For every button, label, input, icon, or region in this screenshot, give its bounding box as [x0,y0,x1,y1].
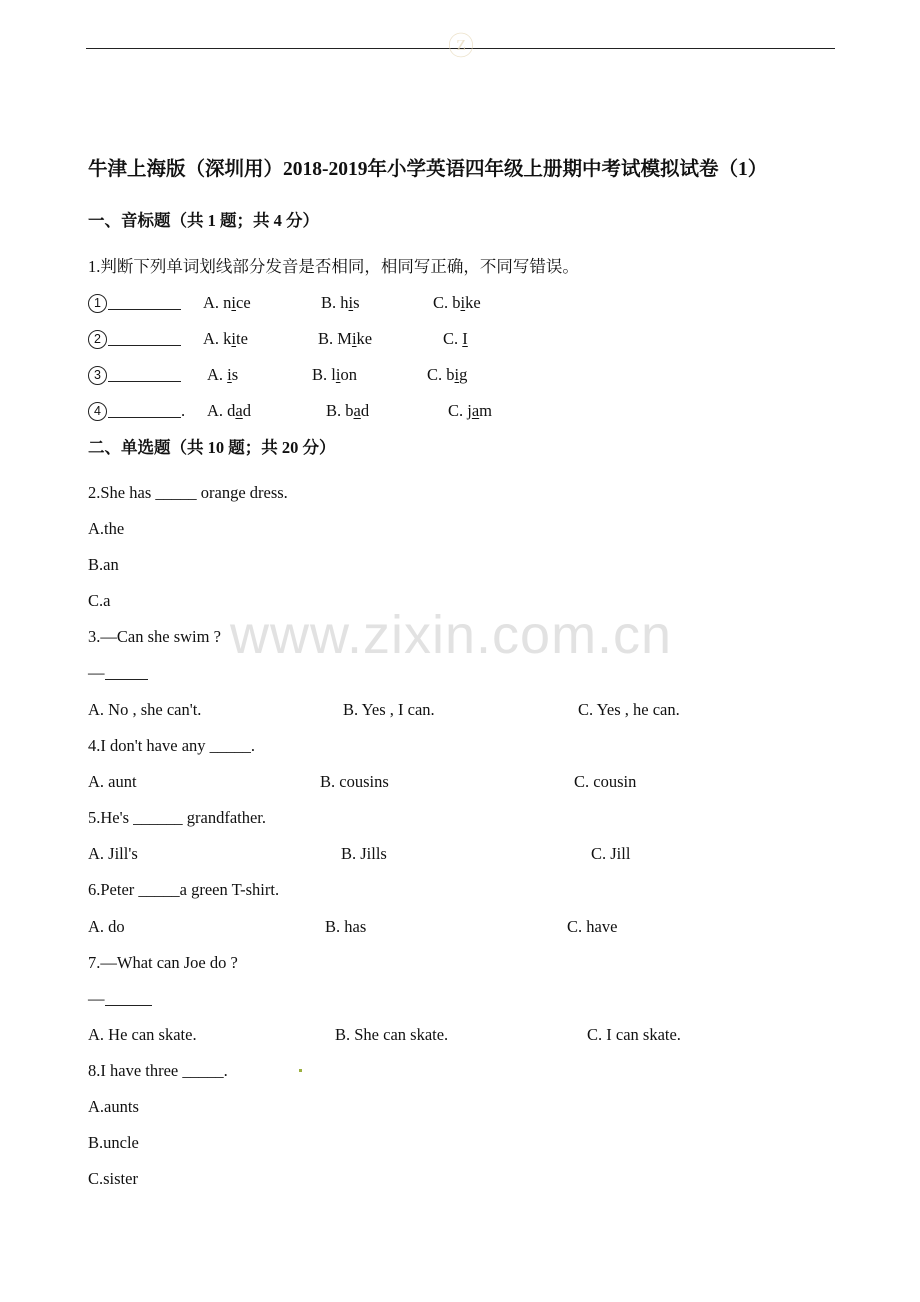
q2-option-b: B.an [88,555,119,574]
q2-text: 2.She has _____ orange dress. [88,483,288,502]
q1-row-3-option-c: C. big [427,365,468,384]
circled-number-4: 4 [88,402,107,421]
q6-option-b: B. has [325,917,367,936]
q7-option-b: B. She can skate. [335,1025,449,1044]
q8-option-b: B.uncle [88,1133,139,1152]
q1-row-1-option-b: B. his [321,293,360,312]
q1-row-3-option-a: A. is [207,365,239,384]
q1-row-4-option-c: C. jam [448,401,493,420]
answer-blank [105,990,152,1006]
q7-answer: — [88,987,152,1011]
q1-row-2-answer [88,327,181,351]
q1-row-1-option-a: A. nice [203,293,251,312]
q1-row-4-answer: 4 . [88,399,185,423]
q1-row-4-option-b: B. bad [326,401,370,420]
q8-text: 8.I have three _____. [88,1061,228,1080]
q5-text: 5.He's ______ grandfather. [88,808,267,827]
q6-text: 6.Peter _____a green T-shirt. [88,880,280,899]
q1-row-1-option-c: C. bike [433,293,481,312]
q1-row-1-answer [88,291,181,315]
q5-option-c: C. Jill [591,844,631,863]
q4-option-a: A. aunt [88,772,137,791]
q4-option-b: B. cousins [320,772,389,791]
circled-number-1: 1 [88,294,107,313]
q8-option-c: C.sister [88,1169,138,1188]
q5-option-a: A. Jill's [88,844,138,863]
section1-heading: 一、音标题（共 1 题；共 4 分） [88,211,319,230]
answer-blank [108,366,181,382]
header-logo-icon: ⓩ [447,32,474,61]
answer-blank [108,294,181,310]
q7-option-a: A. He can skate. [88,1025,197,1044]
q7-text: 7.—What can Joe do ? [88,953,238,972]
q4-option-c: C. cousin [574,772,637,791]
q6-option-a: A. do [88,917,125,936]
circled-number-3: 3 [88,366,107,385]
q3-option-c: C. Yes , he can. [578,700,680,719]
q8-option-a: A.aunts [88,1097,139,1116]
stray-dot [299,1069,302,1072]
circled-number-2: 2 [88,330,107,349]
q1-row-3-option-b: B. lion [312,365,357,384]
q3-answer: — [88,661,148,685]
q6-option-c: C. have [567,917,618,936]
q1-text: 1.判断下列单词划线部分发音是否相同，相同写正确，不同写错误。 [88,257,579,276]
q7-option-c: C. I can skate. [587,1025,681,1044]
q1-row-2-option-c: C. I [443,329,468,348]
section2-heading: 二、单选题（共 10 题；共 20 分） [88,438,336,457]
q1-row-4-option-a: A. dad [207,401,251,420]
q4-text: 4.I don't have any _____. [88,736,256,755]
q2-option-a: A.the [88,519,125,538]
answer-blank [105,664,148,680]
answer-blank [108,402,181,418]
answer-blank [108,330,181,346]
q2-option-c: C.a [88,591,111,610]
q1-row-2-option-a: A. kite [203,329,248,348]
q3-option-b: B. Yes , I can. [343,700,435,719]
q1-row-3-answer [88,363,181,387]
watermark: www.zixin.com.cn [230,605,673,665]
q5-option-b: B. Jills [341,844,387,863]
q3-option-a: A. No , she can't. [88,700,202,719]
page-title: 牛津上海版（深圳用）2018-2019年小学英语四年级上册期中考试模拟试卷（1） [88,159,768,180]
q1-row-2-option-b: B. Mike [318,329,373,348]
q3-text: 3.—Can she swim ? [88,627,221,646]
